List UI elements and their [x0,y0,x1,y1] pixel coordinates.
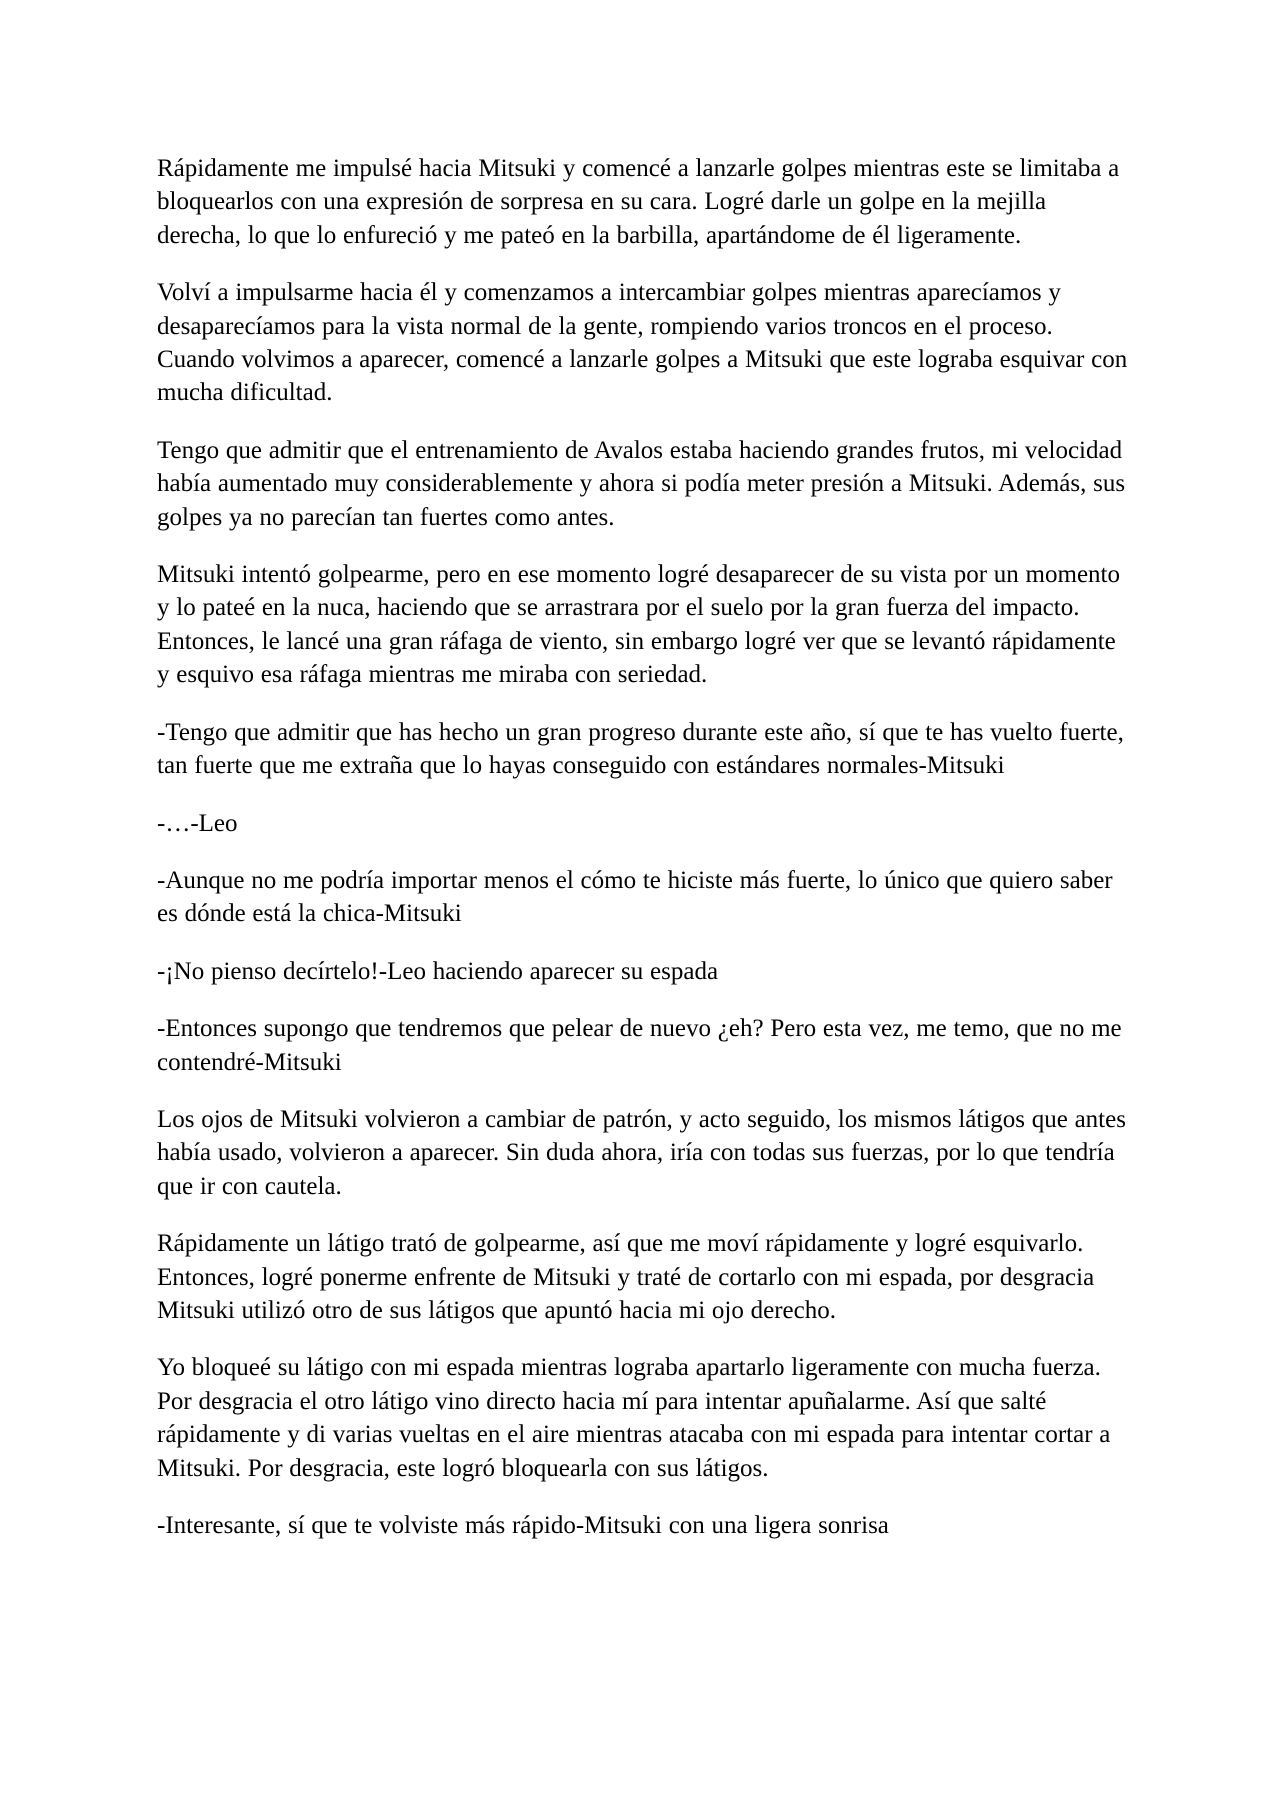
paragraph: Volví a impulsarme hacia él y comenzamos a intercambiar golpes mientras aparecíamos y desaparecíamos para la vista normal de la gente, rompiendo varios troncos en el proceso. Cuando volvimos a aparecer, comencé a lanzarle golpes a Mitsuki que este lograba esquivar con mucha dificultad. [157,279,1128,407]
paragraph: -…-Leo [157,809,238,837]
paragraph: Rápidamente me impulsé hacia Mitsuki y comencé a lanzarle golpes mientras este se limitaba a bloquearlos con una expresión de sorpresa en su cara. Logré darle un golpe en la mejilla derecha, lo que lo enfureció y me pateó en la barbilla, apartándome de él ligeramente. [157,155,1120,249]
paragraph: -Tengo que admitir que has hecho un gran progreso durante este año, sí que te has vuelto fuerte, tan fuerte que me extraña que lo hayas conseguido con estándares normales-Mitsuki [157,718,1124,780]
paragraph: Los ojos de Mitsuki volvieron a cambiar de patrón, y acto seguido, los mismos látigos que antes había usado, volvieron a aparecer. Sin duda ahora, iría con todas sus fuerzas, por lo que tendría que ir con cautela. [157,1105,1126,1200]
paragraph: Mitsuki intentó golpearme, pero en ese momento logré desaparecer de su vista por un momento y lo pateé en la nuca, haciendo que se arrastrara por el suelo por la gran fuerza del impacto. Entonces, le lancé una gran ráfaga de viento, sin embargo logré ver que se levantó rápidamente y esquivo esa ráfaga mientras me miraba con seriedad. [157,561,1120,689]
paragraph: Tengo que admitir que el entrenamiento de Avalos estaba haciendo grandes frutos, mi velocidad había aumentado muy considerablemente y ahora si podía meter presión a Mitsuki. Además, sus golpes ya no parecían tan fuertes como antes. [157,436,1126,531]
paragraph: -Entonces supongo que tendremos que pelear de nuevo ¿eh? Pero esta vez, me temo, que no me contendré-Mitsuki [157,1015,1122,1076]
paragraph: -Interesante, sí que te volviste más rápido-Mitsuki con una ligera sonrisa [157,1512,889,1539]
paragraph: Yo bloqueé su látigo con mi espada mientras lograba apartarlo ligeramente con mucha fuerza. Por desgracia el otro látigo vino directo hacia mí para intentar apuñalarme. Así que salté rápidamente y di varias vueltas en el aire mientras atacaba con mi espada para intentar cortar a Mitsuki. Por desgracia, este logró bloquearla con sus látigos. [157,1354,1111,1482]
paragraph: Rápidamente un látigo trató de golpearme, así que me moví rápidamente y logré esquivarlo. Entonces, logré ponerme enfrente de Mitsuki y traté de cortarlo con mi espada, por desgracia Mitsuki utilizó otro de sus látigos que apuntó hacia mi ojo derecho. [157,1230,1095,1324]
paragraph: -¡No pienso decírtelo!-Leo haciendo aparecer su espada [157,957,719,985]
document-text [157,152,1128,1542]
paragraph: -Aunque no me podría importar menos el cómo te hiciste más fuerte, lo único que quiero saber es dónde está la chica-Mitsuki [157,866,1113,928]
